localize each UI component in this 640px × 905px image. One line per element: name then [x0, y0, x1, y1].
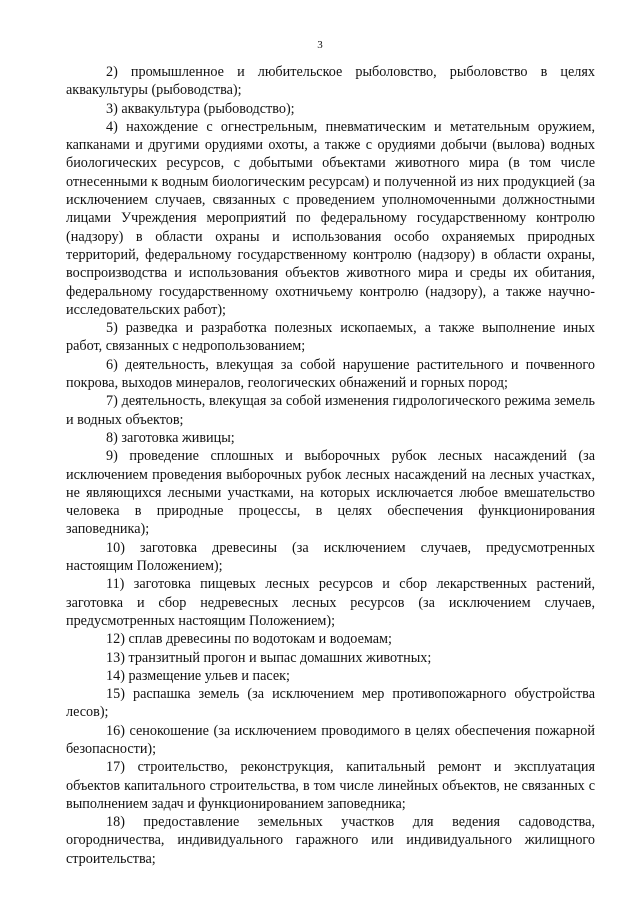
list-item: 18) предоставление земельных участков для ведения садоводства, огородничества, индивидуального гаражного или индивидуального жилищного строительства; [66, 814, 595, 867]
list-item: 3) аквакультура (рыбоводство); [106, 100, 295, 117]
list-item: 15) распашка земель (за исключением мер противопожарного обустройства лесов); [66, 686, 595, 721]
list-item: 8) заготовка живицы; [106, 429, 235, 446]
list-item: 12) сплав древесины по водотокам и водоемам; [106, 631, 392, 648]
document-body [66, 63, 595, 868]
list-item: 10) заготовка древесины (за исключением случаев, предусмотренных настоящим Положением); [66, 539, 595, 575]
list-item: 11) заготовка пищевых лесных ресурсов и сбор лекарственных растений, заготовка и сбор недревесных лесных ресурсов (за исключением случаев, предусмотренных настоящим Положением); [66, 576, 595, 629]
list-item: 14) размещение ульев и пасек; [106, 667, 290, 684]
list-item: 16) сенокошение (за исключением проводимого в целях обеспечения пожарной безопасности); [66, 722, 595, 757]
list-item: 5) разведка и разработка полезных ископаемых, а также выполнение иных работ, связанных с недропользованием; [66, 320, 595, 355]
list-item: 7) деятельность, влекущая за собой изменения гидрологического режима земель и водных объектов; [66, 393, 595, 428]
list-item: 4) нахождение с огнестрельным, пневматическим и метательным оружием, капканами и другими орудиями охоты, а также с орудиями добычи (вылова) водных биологических ресурсов, с добытыми объектами животного мира (в том числе отнесенными к водным биологическим ресурсам) и полученной из них продукцией (за исключением случаев, связанных с проведением уполномоченными должностными лицами Учреждения мероприятий по федеральному государственному контролю (надзору) в области охраны и использования особо охраняемых природных территорий, федеральному государственному контролю (надзору) в области охраны, воспроизводства и использования объектов животного мира и среды их обитания, федеральному государственному охотничьему контролю (надзору), а также научно-исследовательских работ); [66, 118, 595, 318]
list-item: 17) строительство, реконструкция, капитальный ремонт и эксплуатация объектов капитального строительства, в том числе линейных объектов, не связанных с выполнением задач и функционированием заповедника; [66, 759, 595, 812]
list-item: 13) транзитный прогон и выпас домашних животных; [106, 649, 432, 666]
list-item: 9) проведение сплошных и выборочных рубок лесных насаждений (за исключением проведения выборочных рубок лесных насаждений на лесных участках, не являющихся лесными участками, на которых исключается любое вмешательство человека в природные процессы, в целях обеспечения функционирования заповедника); [66, 448, 595, 538]
list-item: 2) промышленное и любительское рыболовство, рыболовство в целях аквакультуры (рыбоводства); [66, 64, 595, 99]
page-number: 3 [317, 39, 323, 51]
list-item: 6) деятельность, влекущая за собой нарушение растительного и почвенного покрова, выходов минералов, геологических обнажений и горных пород; [66, 356, 595, 392]
